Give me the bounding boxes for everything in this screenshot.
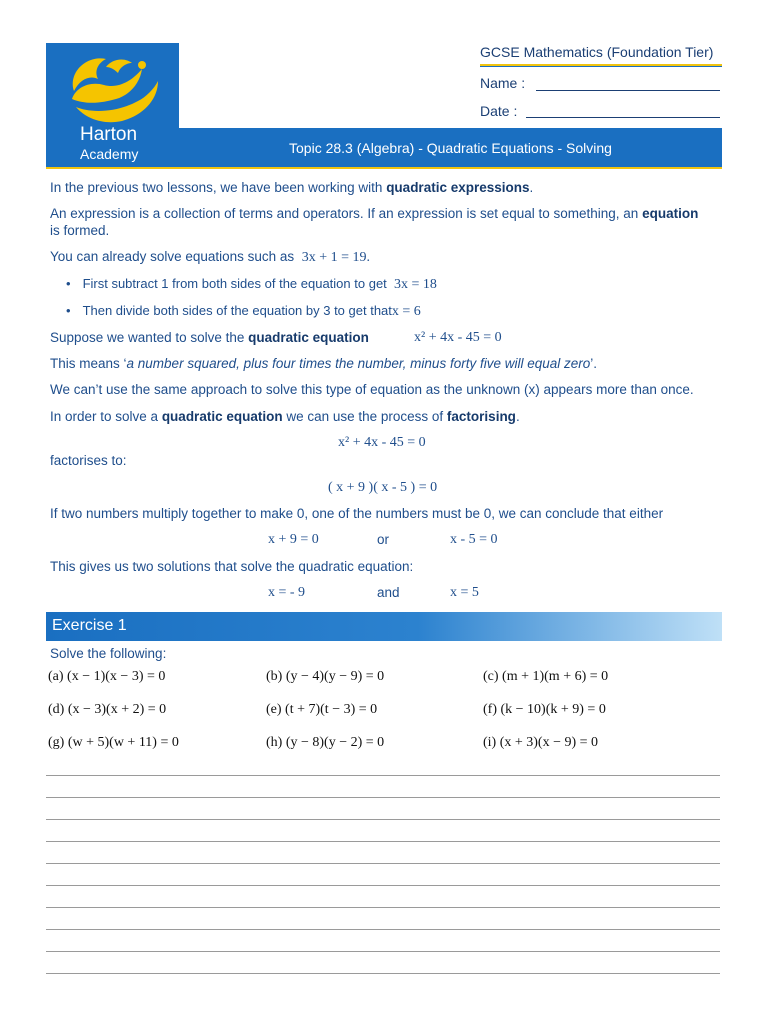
solutions-paragraph: This gives us two solutions that solve the quadratic equation:: [50, 559, 414, 574]
intro-paragraph: In the previous two lessons, we have been working with quadratic expressions.: [50, 180, 534, 195]
topic-title: Topic 28.3 (Algebra) - Quadratic Equations - Solving: [289, 140, 612, 156]
date-label: Date :: [480, 103, 518, 119]
writing-line[interactable]: [46, 863, 720, 864]
date-field[interactable]: [526, 117, 720, 118]
question-d: (d) (x − 3)(x + 2) = 0: [48, 702, 167, 717]
writing-line[interactable]: [46, 907, 720, 908]
exercise-title: Exercise 1: [52, 617, 127, 634]
name-field[interactable]: [536, 90, 720, 91]
solution-2: x = 5: [450, 585, 479, 600]
writing-line[interactable]: [46, 841, 720, 842]
writing-line[interactable]: [46, 885, 720, 886]
logo-subname: Academy: [80, 146, 139, 162]
writing-line[interactable]: [46, 797, 720, 798]
meaning-paragraph: This means ‘a number squared, plus four times the number, minus forty five will equal zero’.: [50, 356, 598, 371]
writing-line[interactable]: [46, 951, 720, 952]
name-label: Name :: [480, 75, 526, 91]
subject-title: GCSE Mathematics (Foundation Tier): [480, 44, 714, 60]
question-a: (a) (x − 1)(x − 3) = 0: [48, 669, 166, 684]
factor-equation-1: x + 9 = 0: [268, 532, 319, 547]
question-h: (h) (y − 8)(y − 2) = 0: [266, 735, 385, 750]
or-word: or: [377, 532, 390, 547]
question-e: (e) (t + 7)(t − 3) = 0: [266, 702, 378, 717]
writing-line[interactable]: [46, 775, 720, 776]
approach-paragraph: We can’t use the same approach to solve this type of equation as the unknown (x) appears more than once.: [50, 382, 694, 397]
writing-line[interactable]: [46, 929, 720, 930]
expression-paragraph-cont: is formed.: [50, 223, 110, 238]
expression-paragraph: An expression is a collection of terms and operators. If an expression is set equal to something, an equation: [50, 206, 699, 221]
bullet-subtract: • First subtract 1 from both sides of the equation to get 3x = 18: [66, 276, 437, 292]
subject-divider-blue: [480, 66, 722, 67]
writing-line[interactable]: [46, 973, 720, 974]
factor-equation-2: x - 5 = 0: [450, 532, 498, 547]
conclusion-paragraph: If two numbers multiply together to make 0, one of the numbers must be 0, we can conclude that either: [50, 506, 664, 521]
question-f: (f) (k − 10)(k + 9) = 0: [483, 702, 606, 717]
and-word: and: [377, 585, 400, 600]
quadratic-example: x² + 4x - 45 = 0: [414, 330, 502, 345]
exercise-instruction: Solve the following:: [50, 646, 167, 661]
writing-line[interactable]: [46, 819, 720, 820]
equation-factorised: ( x + 9 )( x - 5 ) = 0: [328, 480, 438, 495]
bullet-divide: • Then divide both sides of the equation by 3 to get thatx = 6: [66, 303, 421, 319]
question-b: (b) (y − 4)(y − 9) = 0: [266, 669, 385, 684]
equation-original: x² + 4x - 45 = 0: [338, 435, 426, 450]
exercise-banner: [46, 612, 722, 641]
logo-name: Harton: [80, 124, 138, 145]
suppose-paragraph: Suppose we wanted to solve the quadratic equation: [50, 330, 369, 345]
question-c: (c) (m + 1)(m + 6) = 0: [483, 669, 609, 684]
solve-example-paragraph: You can already solve equations such as 3x + 1 = 19.: [50, 249, 370, 265]
question-g: (g) (w + 5)(w + 11) = 0: [48, 735, 179, 750]
question-i: (i) (x + 3)(x − 9) = 0: [483, 735, 599, 750]
factorising-paragraph: In order to solve a quadratic equation we can use the process of factorising.: [50, 409, 520, 424]
solution-1: x = - 9: [268, 585, 306, 600]
factorises-label: factorises to:: [50, 453, 127, 468]
header-divider: [46, 167, 722, 169]
